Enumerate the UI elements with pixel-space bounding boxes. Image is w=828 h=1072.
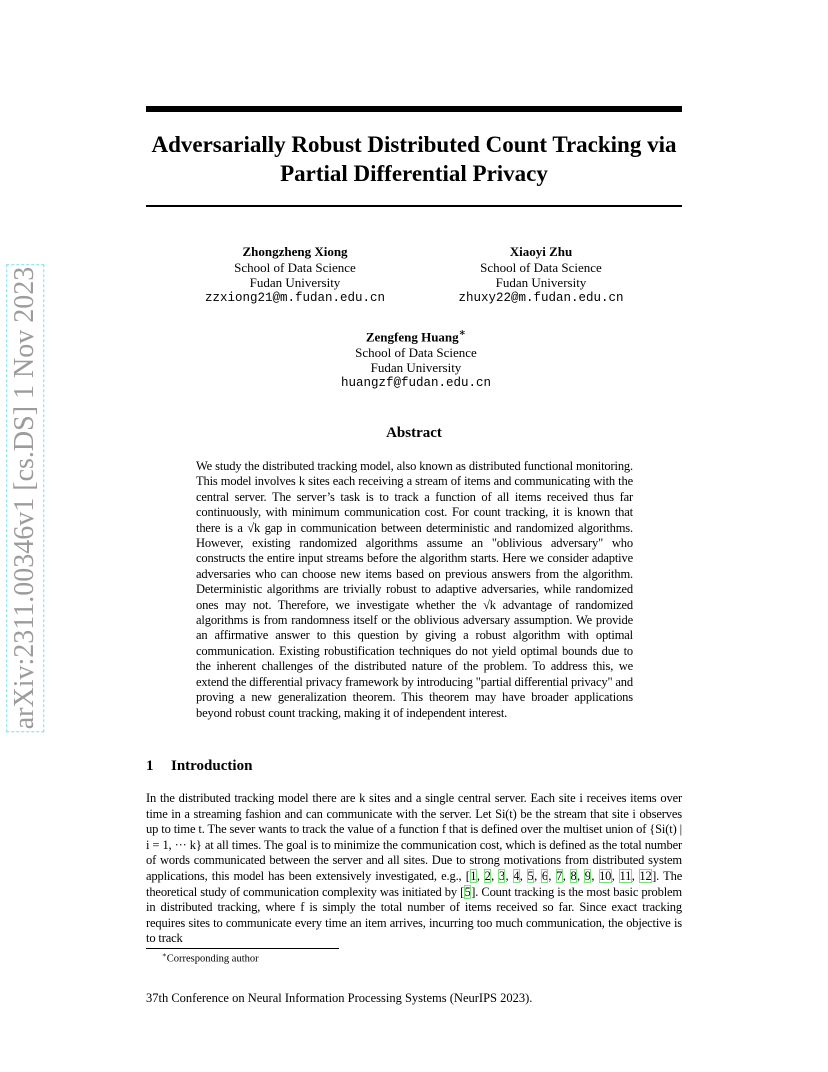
footnote-marker[interactable]: ∗ [458,327,467,339]
author-name-text: Zengfeng Huang [365,329,459,345]
citation-link[interactable]: 5 [527,868,534,883]
section-heading [146,758,252,775]
intro-text-part: . Count tracking is the most basic problem in distributed tracking, where f is simply the total number of items received so far. Since exact tracking requires sites to communicate every time an item arrives, incurring too much communication, the objective is to track [146,884,682,946]
author-institution: Fudan University [249,275,341,290]
citation-link[interactable]: 7 [556,868,563,883]
footnote-marker: ∗ [162,951,167,959]
author-block [311,326,521,391]
intro-text-part: . The theoretical study of communication complexity was initiated by [146,868,683,899]
arxiv-identifier-stamp [2,262,48,734]
conference-note: 37th Conference on Neural Information Processing Systems (NeurIPS 2023). [146,991,533,1005]
citation-link[interactable]: 6 [541,868,548,883]
author-affiliation: School of Data Science [480,259,602,275]
citation-link[interactable]: 11 [619,868,632,883]
author-affiliation: School of Data Science [234,259,356,275]
author-institution: Fudan University [495,275,587,290]
footnote [162,951,259,965]
citation-link[interactable]: 5 [464,884,471,899]
citation-link[interactable]: 10 [599,868,612,883]
citation-link[interactable]: 8 [570,868,577,883]
abstract-heading: Abstract [386,425,442,441]
author-name: Xiaoyi Zhu [509,244,573,259]
footnote-rule [146,948,339,949]
author-affiliation: School of Data Science [355,344,477,360]
abstract-text: We study the distributed tracking model, also known as distributed functional monitoring. This model involves k sites each receiving a stream of items and communicating with the central server. The server’s task is to track a function of all items received thus far continuously, with minimum communication cost. For count tracking, it is known that there is a √k gap in communication between deterministic and randomized algorithms. However, existing randomized algorithms assume an "oblivious adversary" who constructs the entire input streams before the algorithm starts. Here we consider adaptive adversaries who can choose new items based on previous answers from the algorithm. Deterministic algorithms are trivially robust to adaptive adversaries, while randomized ones may not. Therefore, we investigate whether the √k advantage of randomized algorithms is from randomness itself or the oblivious adversary assumption. We provide an affirmative answer to this question by giving a robust algorithm with optimal communication. Existing robustification techniques do not yield optimal bounds due to the inherent challenges of the distributed nature of the problem. To address this, we extend the differential privacy framework by introducing "partial differential privacy" and proving a new generalization theorem. This theorem may have broader applications beyond robust count tracking, making it of independent interest. [196,459,633,720]
footnote-text: Corresponding author [166,953,259,965]
citation-link[interactable]: 1 [470,868,477,883]
author-name: Zhongzheng Xiong [242,244,348,259]
introduction-paragraph: In the distributed tracking model there are k sites and a single central server. Each site i receives items over time in a streaming fashion and can communicate with the server. Let Si(t) be the stream that site i observes up to time t. The sever wants to track the value of a function f that is defined over the multiset union of {Si(t) | i = 1, ··· k} at all times. The goal is to minimize the communication cost, which is defined as the total number of words communicated between the server and all sites. Due to strong motivations from distributed system applications, this model has been extensively investigated, e.g., [1, 2, 3, 4, 5, 6, 7, 8, 9, 10, 11, 12]. The theoretical study of communication complexity was initiated by [5]. Count tracking is the most basic problem in distributed tracking, where f is simply the total number of items received so far. Since exact tracking requires sites to communicate every time an item arrives, incurring too much communication, the objective is to track [146,791,683,946]
citation-link[interactable]: 4 [513,868,520,883]
author-email[interactable]: zzxiong21@m.fudan.edu.cn [204,290,386,305]
arxiv-id-link[interactable]: arXiv:2311.00346v1 [cs.DS] 1 Nov 2023 [9,266,41,730]
section-title: Introduction [171,758,253,774]
author-email[interactable]: zhuxy22@m.fudan.edu.cn [458,290,624,305]
citation-link[interactable]: 2 [484,868,491,883]
title-top-rule [146,106,682,112]
citation-link[interactable]: 9 [584,868,591,883]
author-email[interactable]: huangzf@fudan.edu.cn [340,375,492,390]
author-block [436,244,646,306]
citation-link[interactable]: 12 [639,868,652,883]
author-name [311,326,521,345]
author-institution: Fudan University [370,360,462,376]
paper-title: Adversarially Robust Distributed Count Tracking via Partial Differential Privacy [151,132,677,186]
section-number: 1 [146,758,154,774]
author-block [190,244,400,306]
intro-text-part: In the distributed tracking model there are k sites and a single central server. Each site i receives items over time in a streaming fashion and can communicate with the server. Let Si(t) be the stream that site i observes up to time t. The sever wants to track the value of a function f that is defined over the multiset union of {Si(t) | i = 1, ··· k} at all times. The goal is to minimize the communication cost, which is defined as the total number of words communicated between the server and all sites. Due to strong motivations from distributed system applications, this model has been extensively investigated, e.g., [146,791,682,883]
title-bottom-rule [146,205,682,207]
citation-link[interactable]: 3 [498,868,505,883]
